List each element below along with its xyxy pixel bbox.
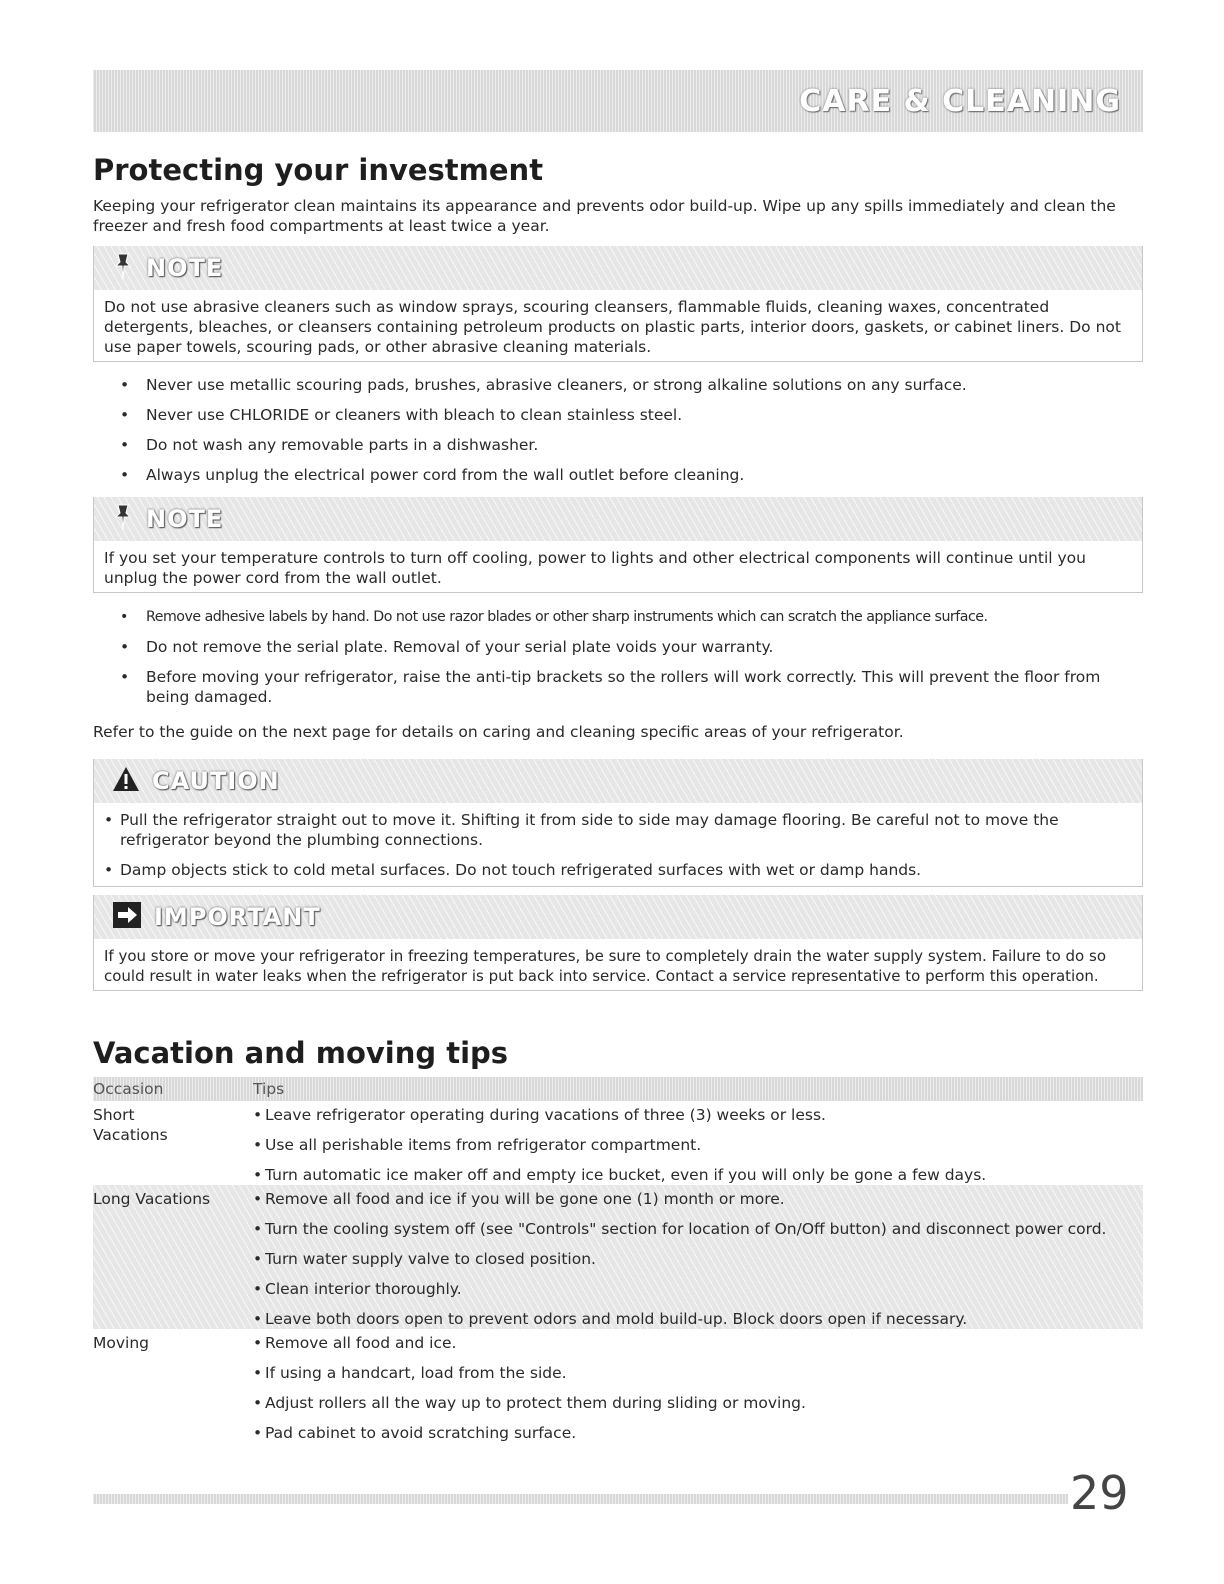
table-row bbox=[93, 1329, 1143, 1453]
list-item: • If using a handcart, load from the side. bbox=[253, 1363, 1143, 1383]
footer-bar bbox=[93, 1494, 1068, 1504]
table-row bbox=[93, 1185, 1143, 1329]
cleaning-warnings-list bbox=[120, 375, 1140, 495]
occasion-cell: Short Vacations bbox=[93, 1106, 168, 1144]
list-item: • Turn automatic ice maker off and empty ice bucket, even if you will only be gone a few days. bbox=[253, 1165, 1143, 1185]
list-item: • Adjust rollers all the way up to protect them during sliding or moving. bbox=[253, 1393, 1143, 1413]
column-header-tips: Tips bbox=[253, 1080, 285, 1098]
handling-tips-list bbox=[120, 607, 1140, 717]
list-item: • Never use metallic scouring pads, brushes, abrasive cleaners, or strong alkaline solutions on any surface. bbox=[120, 375, 1140, 395]
list-item: • Remove all food and ice. bbox=[253, 1333, 1143, 1353]
column-header-occasion: Occasion bbox=[93, 1080, 164, 1098]
list-item: • Turn the cooling system off (see "Controls" section for location of On/Off button) and disconnect power cord. bbox=[253, 1219, 1143, 1239]
table-row bbox=[93, 1101, 1143, 1185]
section-header-bar bbox=[93, 70, 1143, 132]
list-item: • Turn water supply valve to closed position. bbox=[253, 1249, 1143, 1269]
list-item: • Damp objects stick to cold metal surfaces. Do not touch refrigerated surfaces with wet or damp hands. bbox=[104, 860, 1132, 880]
table-header bbox=[93, 1077, 1143, 1101]
section-title-vacation: Vacation and moving tips bbox=[93, 1036, 509, 1070]
note-box-2-header bbox=[94, 497, 1142, 541]
note-text: Do not use abrasive cleaners such as window sprays, scouring cleansers, flammable fluids, cleaning waxes, concentrated detergents, bleaches, or cleansers containing petroleum products on plastic parts, interior doors, gaskets, or cabinet liners. Do not use paper towels, scouring pads, or other abrasive cleaning materials. bbox=[104, 298, 1121, 356]
occasion-cell: Long Vacations bbox=[93, 1190, 211, 1208]
note-box-2 bbox=[93, 497, 1143, 593]
list-item: • Always unplug the electrical power cord from the wall outlet before cleaning. bbox=[120, 465, 1140, 485]
list-item: • Leave both doors open to prevent odors and mold build-up. Block doors open if necessary. bbox=[253, 1309, 1143, 1329]
note-label: NOTE bbox=[146, 505, 224, 533]
vacation-tips-table bbox=[93, 1077, 1143, 1453]
list-item: • Never use CHLORIDE or cleaners with bleach to clean stainless steel. bbox=[120, 405, 1140, 425]
section-header-title: CARE & CLEANING bbox=[799, 83, 1121, 119]
list-item: • Remove adhesive labels by hand. Do not use razor blades or other sharp instruments which can scratch the appliance surface. bbox=[120, 607, 1140, 627]
occasion-cell: Moving bbox=[93, 1334, 149, 1352]
note-box-1 bbox=[93, 246, 1143, 362]
list-item: • Use all perishable items from refrigerator compartment. bbox=[253, 1135, 1143, 1155]
list-item: • Clean interior thoroughly. bbox=[253, 1279, 1143, 1299]
list-item: • Pad cabinet to avoid scratching surface. bbox=[253, 1423, 1143, 1443]
intro-paragraph: Keeping your refrigerator clean maintains its appearance and prevents odor build-up. Wipe up any spills immediately and clean the freezer and fresh food compartments at least twice a year. bbox=[93, 197, 1116, 235]
important-box bbox=[93, 895, 1143, 991]
section-title-protecting: Protecting your investment bbox=[93, 153, 544, 187]
note-label: NOTE bbox=[146, 254, 224, 282]
list-item: • Remove all food and ice if you will be gone one (1) month or more. bbox=[253, 1189, 1143, 1209]
pushpin-icon bbox=[112, 503, 134, 535]
list-item: • Do not wash any removable parts in a dishwasher. bbox=[120, 435, 1140, 455]
list-item: • Pull the refrigerator straight out to move it. Shifting it from side to side may damage flooring. Be careful not to move the refrigerator beyond the plumbing connections. bbox=[104, 810, 1132, 850]
note-box-1-header bbox=[94, 246, 1142, 290]
caution-box-header bbox=[94, 759, 1142, 803]
important-box-header bbox=[94, 895, 1142, 939]
warning-triangle-icon bbox=[112, 766, 140, 796]
caution-box bbox=[93, 759, 1143, 887]
caution-label: CAUTION bbox=[152, 767, 280, 795]
page-number: 29 bbox=[1070, 1466, 1129, 1520]
note-text: If you set your temperature controls to turn off cooling, power to lights and other electrical components will continue until you unplug the power cord from the wall outlet. bbox=[104, 549, 1086, 587]
list-item: • Do not remove the serial plate. Removal of your serial plate voids your warranty. bbox=[120, 637, 1140, 657]
pushpin-icon bbox=[112, 252, 134, 284]
refer-paragraph: Refer to the guide on the next page for details on caring and cleaning specific areas of your refrigerator. bbox=[93, 723, 904, 741]
arrow-box-icon bbox=[112, 901, 142, 933]
important-label: IMPORTANT bbox=[154, 903, 321, 931]
important-text: If you store or move your refrigerator in freezing temperatures, be sure to completely drain the water supply system. Failure to do so could result in water leaks when the refrigerator is put back into service. Contact a service representative to perform this operation. bbox=[104, 947, 1106, 985]
list-item: • Before moving your refrigerator, raise the anti-tip brackets so the rollers will work correctly. This will prevent the floor from being damaged. bbox=[120, 667, 1140, 707]
list-item: • Leave refrigerator operating during vacations of three (3) weeks or less. bbox=[253, 1105, 1143, 1125]
